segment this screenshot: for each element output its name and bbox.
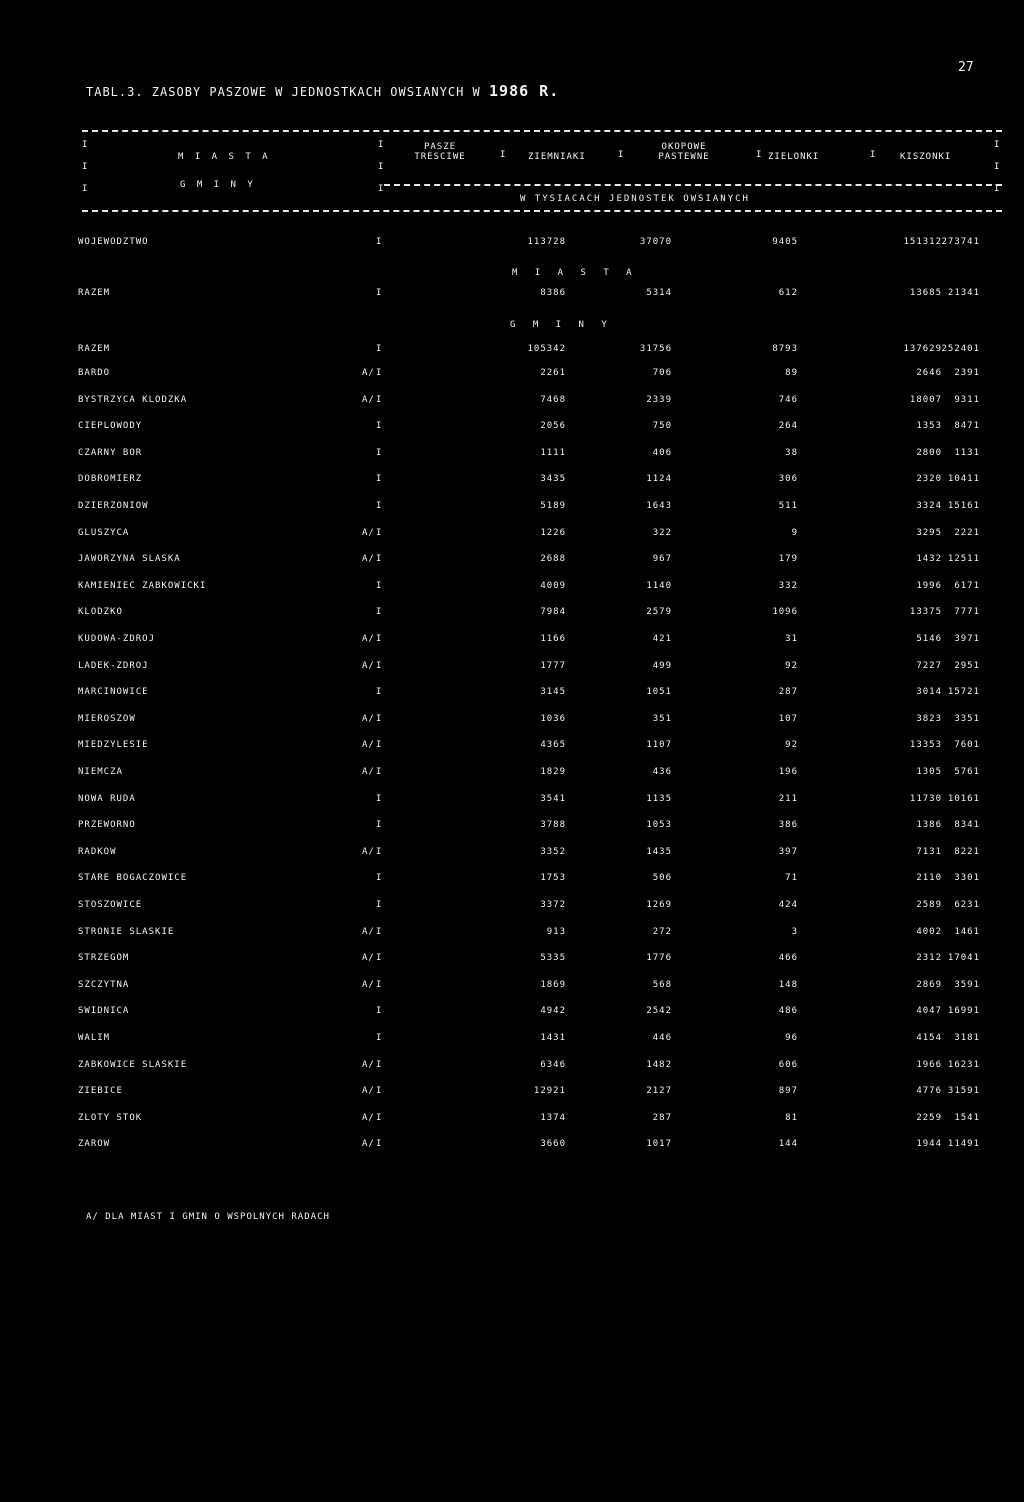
column-separator: I [376, 1033, 383, 1043]
column-separator: I [376, 687, 383, 698]
row-name: MARCINOWICE [78, 687, 149, 698]
cell-zielonki: 18007 [909, 394, 942, 405]
table-row [78, 661, 1004, 681]
row-name: GLUSZYCA [78, 527, 130, 538]
row-name: WOJEWODZTWO [78, 237, 149, 247]
cell-okopowe: 424 [778, 900, 798, 910]
cell-value: 3591 [954, 979, 980, 990]
cell-pasze-trosciwe: 3788 [540, 820, 566, 831]
column-separator: I [376, 713, 383, 724]
cell-ziemniaki: 967 [652, 554, 672, 565]
table-row [78, 740, 1004, 760]
row-name: RAZEM [78, 288, 111, 298]
row-name: RADKOW [78, 846, 117, 857]
cell-ziemniaki: 1107 [646, 740, 672, 751]
row-footnote-mark: A/ [362, 394, 375, 405]
cell-ziemniaki: 446 [652, 1033, 672, 1043]
column-separator: I [376, 394, 383, 405]
row-footnote-mark: A/ [362, 368, 375, 378]
cell-zielonki: 2259 [916, 1112, 942, 1123]
row-footnote-mark: A/ [362, 713, 375, 724]
cell-ziemniaki: 1135 [646, 793, 672, 804]
table-row [78, 421, 1004, 441]
table-row [78, 767, 1004, 787]
row-name: MIEROSZOW [78, 713, 136, 724]
cell-value: 6231 [954, 900, 980, 910]
column-separator: I [376, 820, 383, 831]
cell-pasze-trosciwe: 12921 [533, 1086, 566, 1097]
table-row [78, 900, 1004, 920]
column-separator: I [376, 421, 383, 432]
cell-zielonki: 7227 [916, 660, 942, 671]
row-name: JAWORZYNA SLASKA [78, 554, 181, 565]
cell-pasze-trosciwe: 1829 [540, 767, 566, 777]
row-name: KLODZKO [78, 607, 123, 618]
row-footnote-mark: A/ [362, 1139, 375, 1150]
column-separator: I [376, 1112, 383, 1123]
cell-ziemniaki: 1140 [646, 580, 672, 591]
cell-okopowe: 211 [778, 793, 798, 804]
column-separator: I [376, 846, 383, 857]
column-separator: I [376, 607, 383, 618]
cell-okopowe: 8793 [772, 344, 798, 354]
cell-value: 9311 [954, 394, 980, 405]
table-row [78, 1006, 1004, 1026]
table-row [78, 714, 1004, 734]
cell-zielonki: 1305 [916, 767, 942, 777]
cell-ziemniaki: 1776 [646, 953, 672, 964]
cell-pasze-trosciwe: 2261 [540, 368, 566, 378]
cell-okopowe: 386 [778, 820, 798, 831]
cell-value: 3351 [954, 713, 980, 724]
cell-value: 2221 [954, 527, 980, 538]
cell-pasze-trosciwe: 5189 [540, 501, 566, 511]
col-header-okopowe: OKOPOWE PASTEWNE [658, 142, 710, 162]
cell-okopowe: 89 [785, 368, 798, 378]
table-row [78, 953, 1004, 973]
cell-value: 12511 [947, 554, 980, 565]
cell-pasze-trosciwe: 113728 [527, 237, 566, 247]
cell-value: 1541 [954, 1112, 980, 1123]
row-name: NIEMCZA [78, 767, 123, 777]
cell-value: 16231 [947, 1059, 980, 1070]
column-separator: I [376, 474, 383, 485]
row-name: ZIEBICE [78, 1086, 123, 1097]
cell-ziemniaki: 499 [652, 660, 672, 671]
cell-okopowe: 144 [778, 1139, 798, 1150]
column-separator: I [376, 900, 383, 910]
cell-ziemniaki: 1053 [646, 820, 672, 831]
cell-okopowe: 81 [785, 1112, 798, 1123]
cell-okopowe: 897 [778, 1086, 798, 1097]
cell-pasze-trosciwe: 3145 [540, 687, 566, 698]
cell-pasze-trosciwe: 1753 [540, 873, 566, 884]
col-header-kiszonki: KISZONKI [900, 152, 952, 162]
cell-ziemniaki: 272 [652, 926, 672, 937]
cell-pasze-trosciwe: 4365 [540, 740, 566, 751]
cell-zielonki: 3823 [916, 713, 942, 724]
cell-ziemniaki: 1643 [646, 501, 672, 511]
table-row [78, 554, 1004, 574]
row-name: CIEPLOWODY [78, 421, 143, 432]
row-name: ZLOTY STOK [78, 1112, 143, 1123]
table-row [78, 607, 1004, 627]
cell-okopowe: 3 [791, 926, 798, 937]
cell-okopowe: 9405 [772, 237, 798, 247]
cell-okopowe: 71 [785, 873, 798, 884]
cell-pasze-trosciwe: 2688 [540, 554, 566, 565]
cell-okopowe: 9 [791, 527, 798, 538]
cell-ziemniaki: 2339 [646, 394, 672, 405]
cell-ziemniaki: 1051 [646, 687, 672, 698]
header-top-rule [82, 130, 1002, 132]
row-name: NOWA RUDA [78, 793, 136, 804]
table-row [78, 395, 1004, 415]
row-name: CZARNY BOR [78, 447, 143, 458]
row-name: KUDOWA-ZDROJ [78, 634, 156, 644]
cell-ziemniaki: 568 [652, 979, 672, 990]
cell-pasze-trosciwe: 105342 [527, 344, 566, 354]
row-name: SWIDNICA [78, 1006, 130, 1017]
row-footnote-mark: A/ [362, 767, 375, 777]
title-text: TABL.3. ZASOBY PASZOWE W JEDNOSTKACH OWSIANYCH W [86, 85, 481, 99]
cell-zielonki: 1966 [916, 1059, 942, 1070]
table-row [78, 634, 1004, 654]
row-name: BARDO [78, 368, 111, 378]
cell-okopowe: 1096 [772, 607, 798, 618]
cell-ziemniaki: 750 [652, 421, 672, 432]
section-label-miasta: M I A S T A [512, 268, 638, 278]
row-name: LADEK-ZDROJ [78, 660, 149, 671]
cell-value: 7771 [954, 607, 980, 618]
row-name: DOBROMIERZ [78, 474, 143, 485]
column-separator: I [376, 1059, 383, 1070]
table-row [78, 474, 1004, 494]
cell-ziemniaki: 351 [652, 713, 672, 724]
cell-pasze-trosciwe: 3541 [540, 793, 566, 804]
column-separator: I [376, 368, 383, 378]
unit-label: W TYSIACACH JEDNOSTEK OWSIANYCH [520, 194, 750, 204]
cell-ziemniaki: 37070 [639, 237, 672, 247]
column-separator: I [376, 979, 383, 990]
cell-zielonki: 4154 [916, 1033, 942, 1043]
footnote: A/ DLA MIAST I GMIN O WSPOLNYCH RADACH [86, 1212, 330, 1222]
cell-value: 11491 [947, 1139, 980, 1150]
row-name: DZIERZONIOW [78, 501, 149, 511]
column-separator: I [376, 634, 383, 644]
row-label-gminy: G M I N Y [180, 180, 256, 190]
table-row [78, 1060, 1004, 1080]
column-separator: I [376, 793, 383, 804]
cell-okopowe: 107 [778, 713, 798, 724]
row-label-miasta: M I A S T A [178, 152, 271, 162]
cell-okopowe: 287 [778, 687, 798, 698]
cell-okopowe: 397 [778, 846, 798, 857]
cell-zielonki: 13353 [909, 740, 942, 751]
column-separator: I [376, 1006, 383, 1017]
row-name: SZCZYTNA [78, 979, 130, 990]
row-footnote-mark: A/ [362, 953, 375, 964]
cell-pasze-trosciwe: 2056 [540, 421, 566, 432]
cell-zielonki: 1353 [916, 421, 942, 432]
cell-value: 3181 [954, 1033, 980, 1043]
cell-value: 6171 [954, 580, 980, 591]
cell-zielonki: 2646 [916, 368, 942, 378]
cell-pasze-trosciwe: 913 [546, 926, 566, 937]
column-separator: I [376, 554, 383, 565]
cell-value: 2391 [954, 368, 980, 378]
cell-value: 1131 [954, 447, 980, 458]
cell-okopowe: 196 [778, 767, 798, 777]
table-row [78, 927, 1004, 947]
cell-value: 252401 [941, 344, 980, 354]
cell-zielonki: 13685 [909, 288, 942, 298]
cell-value: 3301 [954, 873, 980, 884]
cell-okopowe: 332 [778, 580, 798, 591]
cell-ziemniaki: 1482 [646, 1059, 672, 1070]
table-row [78, 448, 1004, 468]
cell-value: 15161 [947, 501, 980, 511]
cell-ziemniaki: 706 [652, 368, 672, 378]
cell-value: 2951 [954, 660, 980, 671]
cell-pasze-trosciwe: 1869 [540, 979, 566, 990]
cell-zielonki: 3295 [916, 527, 942, 538]
column-separator: I [376, 288, 383, 298]
row-footnote-mark: A/ [362, 1112, 375, 1123]
cell-value: 16991 [947, 1006, 980, 1017]
cell-pasze-trosciwe: 6346 [540, 1059, 566, 1070]
column-separator: I [376, 767, 383, 777]
cell-ziemniaki: 2127 [646, 1086, 672, 1097]
cell-okopowe: 306 [778, 474, 798, 485]
row-name: ZAROW [78, 1139, 111, 1150]
cell-pasze-trosciwe: 8386 [540, 288, 566, 298]
cell-pasze-trosciwe: 1431 [540, 1033, 566, 1043]
column-separator: I [376, 926, 383, 937]
table-row [78, 581, 1004, 601]
cell-zielonki: 1944 [916, 1139, 942, 1150]
column-separator: I [376, 527, 383, 538]
cell-value: 15721 [947, 687, 980, 698]
cell-ziemniaki: 287 [652, 1112, 672, 1123]
row-name: KAMIENIEC ZABKOWICKI [78, 580, 207, 591]
cell-value: 8341 [954, 820, 980, 831]
column-separator: I [376, 237, 383, 247]
row-footnote-mark: A/ [362, 926, 375, 937]
row-name: STRZEGOM [78, 953, 130, 964]
table-row [78, 980, 1004, 1000]
cell-okopowe: 31 [785, 634, 798, 644]
row-footnote-mark: A/ [362, 740, 375, 751]
row-name: RAZEM [78, 344, 111, 354]
cell-zielonki: 2320 [916, 474, 942, 485]
column-separator: I [376, 740, 383, 751]
cell-ziemniaki: 406 [652, 447, 672, 458]
row-name: MIEDZYLESIE [78, 740, 149, 751]
column-separator: I [376, 1139, 383, 1150]
cell-okopowe: 148 [778, 979, 798, 990]
row-footnote-mark: A/ [362, 634, 375, 644]
cell-zielonki: 2800 [916, 447, 942, 458]
cell-ziemniaki: 506 [652, 873, 672, 884]
cell-pasze-trosciwe: 4942 [540, 1006, 566, 1017]
cell-value: 17041 [947, 953, 980, 964]
cell-pasze-trosciwe: 7984 [540, 607, 566, 618]
cell-pasze-trosciwe: 3660 [540, 1139, 566, 1150]
column-separator: I [376, 501, 383, 511]
header-bars: I I I I I I I I I I I I I [82, 140, 1000, 194]
col-header-pasze: PASZE TRESCIWE [414, 142, 466, 162]
row-name: PRZEWORNO [78, 820, 136, 831]
cell-okopowe: 486 [778, 1006, 798, 1017]
row-footnote-mark: A/ [362, 979, 375, 990]
cell-value: 8471 [954, 421, 980, 432]
cell-ziemniaki: 2579 [646, 607, 672, 618]
cell-okopowe: 179 [778, 554, 798, 565]
cell-pasze-trosciwe: 5335 [540, 953, 566, 964]
col-header-zielonki: ZIELONKI [768, 152, 820, 162]
cell-zielonki: 5146 [916, 634, 942, 644]
row-footnote-mark: A/ [362, 660, 375, 671]
cell-zielonki: 4002 [916, 926, 942, 937]
cell-ziemniaki: 1269 [646, 900, 672, 910]
column-separator: I [376, 953, 383, 964]
table-row [78, 1086, 1004, 1106]
table-row [78, 794, 1004, 814]
cell-okopowe: 466 [778, 953, 798, 964]
title-year: 1986 R. [489, 82, 560, 100]
cell-zielonki: 4776 [916, 1086, 942, 1097]
cell-okopowe: 746 [778, 394, 798, 405]
cell-value: 10411 [947, 474, 980, 485]
cell-ziemniaki: 2542 [646, 1006, 672, 1017]
cell-zielonki: 2589 [916, 900, 942, 910]
table-row [78, 687, 1004, 707]
cell-ziemniaki: 31756 [639, 344, 672, 354]
column-separator: I [376, 580, 383, 591]
cell-ziemniaki: 1435 [646, 846, 672, 857]
cell-zielonki: 4047 [916, 1006, 942, 1017]
cell-okopowe: 612 [778, 288, 798, 298]
row-name: STRONIE SLASKIE [78, 926, 175, 937]
column-separator: I [376, 873, 383, 884]
cell-pasze-trosciwe: 1374 [540, 1112, 566, 1123]
row-footnote-mark: A/ [362, 1086, 375, 1097]
table-row [78, 288, 1004, 308]
row-name: ZABKOWICE SLASKIE [78, 1059, 188, 1070]
cell-pasze-trosciwe: 1166 [540, 634, 566, 644]
cell-value: 273741 [941, 237, 980, 247]
cell-ziemniaki: 1124 [646, 474, 672, 485]
cell-value: 5761 [954, 767, 980, 777]
cell-pasze-trosciwe: 3435 [540, 474, 566, 485]
cell-okopowe: 606 [778, 1059, 798, 1070]
cell-zielonki: 3324 [916, 501, 942, 511]
cell-ziemniaki: 1017 [646, 1139, 672, 1150]
cell-zielonki: 1996 [916, 580, 942, 591]
cell-zielonki: 1432 [916, 554, 942, 565]
table-row [78, 1139, 1004, 1159]
cell-value: 10161 [947, 793, 980, 804]
cell-pasze-trosciwe: 4009 [540, 580, 566, 591]
cell-zielonki: 7131 [916, 846, 942, 857]
table-row [78, 528, 1004, 548]
table-row [78, 847, 1004, 867]
table-row [78, 820, 1004, 840]
cell-value: 7601 [954, 740, 980, 751]
cell-okopowe: 511 [778, 501, 798, 511]
table-row [78, 237, 1004, 257]
row-footnote-mark: A/ [362, 846, 375, 857]
table-row [78, 873, 1004, 893]
column-separator: I [376, 447, 383, 458]
cell-pasze-trosciwe: 1777 [540, 660, 566, 671]
row-name: STOSZOWICE [78, 900, 143, 910]
col-header-ziemniaki: ZIEMNIAKI [528, 152, 586, 162]
cell-zielonki: 2312 [916, 953, 942, 964]
row-footnote-mark: A/ [362, 527, 375, 538]
cell-pasze-trosciwe: 3352 [540, 846, 566, 857]
row-footnote-mark: A/ [362, 554, 375, 565]
table-row [78, 1113, 1004, 1133]
cell-ziemniaki: 5314 [646, 288, 672, 298]
cell-zielonki: 151312 [903, 237, 942, 247]
page-number: 27 [958, 60, 974, 75]
cell-value: 1461 [954, 926, 980, 937]
cell-okopowe: 92 [785, 660, 798, 671]
cell-value: 31591 [947, 1086, 980, 1097]
cell-pasze-trosciwe: 1036 [540, 713, 566, 724]
cell-pasze-trosciwe: 7468 [540, 394, 566, 405]
table-title [86, 82, 559, 100]
header-bottom-rule [82, 210, 1002, 212]
cell-ziemniaki: 322 [652, 527, 672, 538]
cell-pasze-trosciwe: 3372 [540, 900, 566, 910]
cell-okopowe: 264 [778, 421, 798, 432]
column-separator: I [376, 344, 383, 354]
table-row [78, 344, 1004, 364]
cell-okopowe: 38 [785, 447, 798, 458]
cell-zielonki: 3014 [916, 687, 942, 698]
table-row [78, 1033, 1004, 1053]
row-name: BYSTRZYCA KLODZKA [78, 394, 188, 405]
column-separator: I [376, 660, 383, 671]
cell-ziemniaki: 436 [652, 767, 672, 777]
cell-zielonki: 2869 [916, 979, 942, 990]
table-row [78, 368, 1004, 388]
row-footnote-mark: A/ [362, 1059, 375, 1070]
row-name: WALIM [78, 1033, 111, 1043]
section-label-gminy: G M I N Y [510, 320, 613, 330]
cell-value: 3971 [954, 634, 980, 644]
cell-okopowe: 96 [785, 1033, 798, 1043]
cell-ziemniaki: 421 [652, 634, 672, 644]
row-name: STARE BOGACZOWICE [78, 873, 188, 884]
cell-pasze-trosciwe: 1111 [540, 447, 566, 458]
cell-okopowe: 92 [785, 740, 798, 751]
cell-zielonki: 1386 [916, 820, 942, 831]
table-row [78, 501, 1004, 521]
cell-zielonki: 2110 [916, 873, 942, 884]
column-separator: I [376, 1086, 383, 1097]
cell-value: 21341 [947, 288, 980, 298]
cell-pasze-trosciwe: 1226 [540, 527, 566, 538]
cell-zielonki: 11730 [909, 793, 942, 804]
cell-value: 8221 [954, 846, 980, 857]
cell-zielonki: 13375 [909, 607, 942, 618]
cell-zielonki: 137629 [903, 344, 942, 354]
